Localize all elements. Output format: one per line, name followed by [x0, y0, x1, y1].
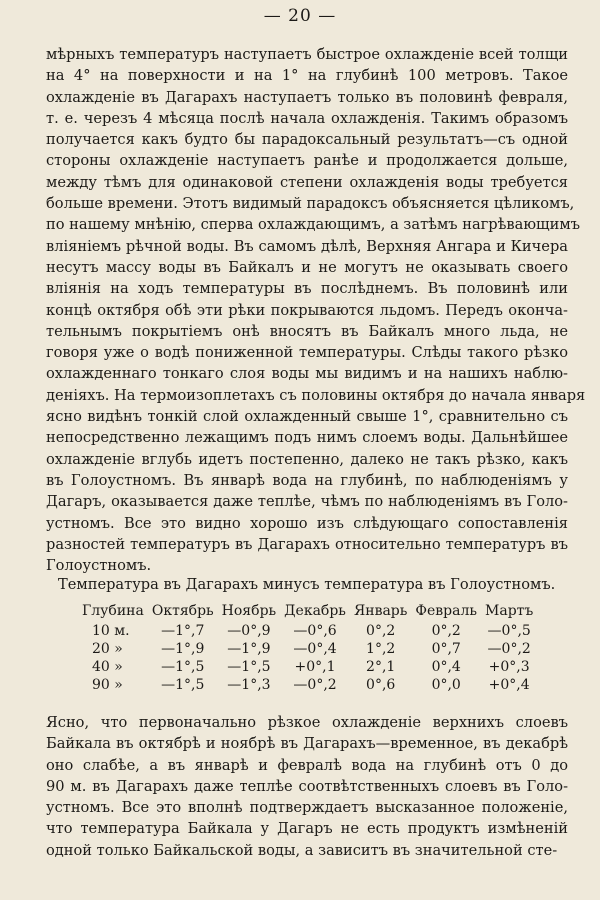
text-line: говоря уже о водѣ пониженной температуры. Слѣды такого рѣзко [46, 344, 568, 362]
value-cell: —0°,2 [487, 641, 531, 657]
depth-cell: 90 » [92, 677, 123, 693]
text-line: мѣрныхъ температуръ наступаетъ быстрое охлажденіе всей толщи [46, 46, 568, 63]
text-line: что температура Байкала у Дагаръ не есть продуктъ измѣненій [46, 820, 568, 838]
value-cell: 0°,6 [366, 677, 396, 693]
text-line: по нашему мнѣнію, сперва охлаждающимъ, а затѣмъ нагрѣвающимъ [46, 216, 580, 234]
text-line: вліянія на ходъ температуры въ послѣднемъ. Въ половинѣ или [46, 280, 568, 298]
text-line: Голоустномъ. [46, 557, 152, 575]
text-line: охлажденіе вглубь идетъ постепенно, далеко не такъ рѣзко, какъ [46, 450, 568, 468]
text-line: устномъ. Все это вполнѣ подтверждаетъ высказанное положеніе, [46, 799, 568, 817]
table-header-row [78, 600, 537, 622]
depth-cell: 10 м. [92, 623, 130, 639]
value-cell: —0°,6 [293, 623, 337, 639]
text-line: разностей температуръ въ Дагарахъ относительно температуръ въ [46, 535, 568, 553]
text-line: стороны охлажденіе наступаетъ ранѣе и продолжается дольше, [46, 152, 568, 170]
text-line: т. е. черезъ 4 мѣсяца послѣ начала охлажденія. Такимъ образомъ [46, 109, 568, 127]
value-cell: —0°,9 [227, 623, 271, 639]
text-line: концѣ октября обѣ эти рѣки покрываются льдомъ. Передъ оконча- [46, 301, 568, 319]
value-cell: —1°,9 [227, 641, 271, 657]
table-row [78, 622, 537, 640]
text-line: въ Голоустномъ. Въ январѣ вода на глубинѣ, по наблюденіямъ у [46, 471, 568, 489]
value-cell: 0°,2 [366, 623, 396, 639]
value-cell: 0°,2 [431, 623, 461, 639]
text-line: деніяхъ. На термоизоплетахъ съ половины октября до начала января [46, 386, 586, 404]
column-header: Ноябрь [221, 603, 277, 619]
column-header: Декабрь [284, 603, 346, 619]
value-cell: +0°,4 [488, 677, 530, 693]
text-line: оно слабѣе, а въ январѣ и февралѣ вода на глубинѣ отъ 0 до [46, 756, 568, 774]
table-row [78, 640, 537, 658]
temperature-difference-table [78, 600, 537, 694]
text-line: охлажденіе въ Дагарахъ наступаетъ только въ половинѣ февраля, [46, 88, 568, 106]
text-line: устномъ. Все это видно хорошо изъ слѣдующаго сопоставленія [46, 514, 568, 532]
value-cell: —0°,4 [293, 641, 337, 657]
text-line: Ясно, что первоначально рѣзкое охлажденіе верхнихъ слоевъ [46, 714, 568, 731]
text-line: Дагаръ, оказывается даже теплѣе, чѣмъ по наблюденіямъ въ Голо- [46, 493, 568, 511]
text-line: между тѣмъ для одинаковой степени охлажденія воды требуется [46, 173, 568, 191]
text-line: вліяніемъ рѣчной воды. Въ самомъ дѣлѣ, Верхняя Ангара и Кичера [46, 237, 568, 255]
value-cell: 1°,2 [366, 641, 396, 657]
value-cell: 0°,0 [431, 677, 461, 693]
depth-cell: 40 » [92, 659, 123, 675]
value-cell: —1°,5 [161, 659, 205, 675]
text-line: одной только Байкальской воды, а зависитъ въ значительной сте- [46, 841, 558, 859]
value-cell: —1°,9 [161, 641, 205, 657]
text-line: охлажденнаго тонкаго слоя воды мы видимъ и на нашихъ наблю- [46, 365, 568, 383]
column-header: Мартъ [485, 603, 534, 619]
value-cell: 2°,1 [366, 659, 396, 675]
text-line: 90 м. въ Дагарахъ даже теплѣе соотвѣтственныхъ слоевъ въ Голо- [46, 777, 568, 795]
page-number: — 20 — [263, 6, 337, 26]
table-row [78, 658, 537, 676]
column-header: Февраль [415, 603, 478, 619]
value-cell: —1°,3 [227, 677, 271, 693]
table-caption: Температура въ Дагарахъ минусъ температура въ Голоустномъ. [58, 576, 556, 593]
value-cell: +0°,1 [294, 659, 336, 675]
value-cell: 0°,4 [431, 659, 461, 675]
text-line: Байкала въ октябрѣ и ноябрѣ въ Дагарахъ—временное, въ декабрѣ [46, 735, 568, 753]
column-header: Январь [353, 603, 408, 619]
text-line: на 4° на поверхности и на 1° на глубинѣ 100 метровъ. Такое [46, 67, 568, 85]
value-cell: 0°,7 [431, 641, 461, 657]
text-line: получается какъ будто бы парадоксальный результатъ—съ одной [46, 131, 568, 149]
text-line: тельнымъ покрытіемъ онѣ вносятъ въ Байкалъ много льда, не [46, 322, 568, 340]
text-line: несутъ массу воды въ Байкалъ и не могутъ не оказывать своего [46, 258, 568, 276]
text-line: непосредственно лежащимъ подъ нимъ слоемъ воды. Дальнѣйшее [46, 429, 568, 447]
value-cell: —0°,5 [487, 623, 531, 639]
table-row [78, 676, 537, 694]
body-paragraph-1 [46, 44, 586, 576]
text-line: ясно видѣнъ тонкій слой охлажденный свыше 1°, сравнительно съ [46, 408, 568, 426]
value-cell: +0°,3 [488, 659, 530, 675]
depth-cell: 20 » [92, 641, 123, 657]
column-header: Октябрь [151, 603, 214, 619]
body-paragraph-2 [46, 712, 568, 861]
value-cell: —0°,2 [293, 677, 337, 693]
value-cell: —1°,5 [227, 659, 271, 675]
column-header: Глубина [82, 603, 144, 619]
text-line: больше времени. Этотъ видимый парадоксъ объясняется цѣликомъ, [46, 195, 575, 213]
value-cell: —1°,5 [161, 677, 205, 693]
value-cell: —1°,7 [161, 623, 205, 639]
